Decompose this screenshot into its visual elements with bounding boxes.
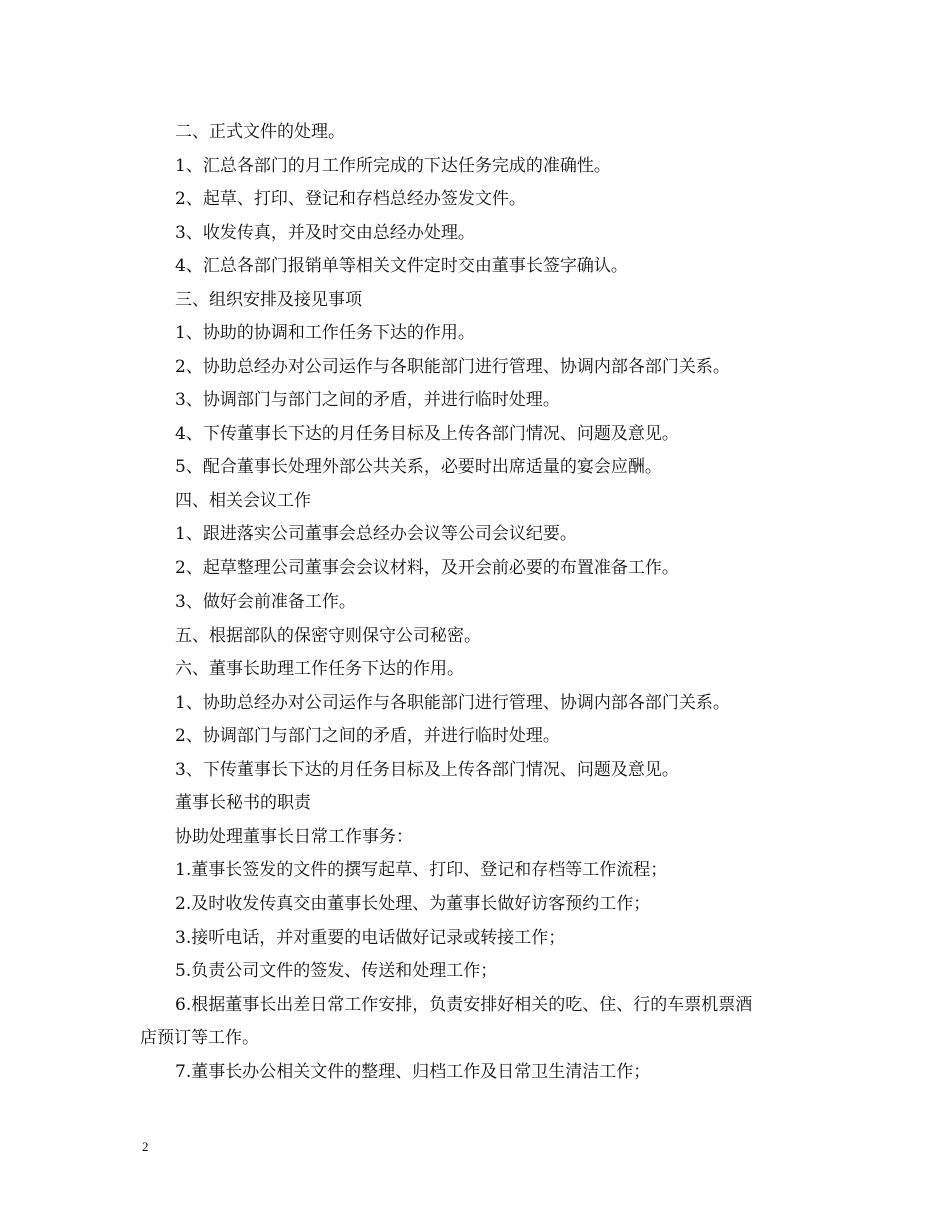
list-item: 1、跟进落实公司董事会总经办会议等公司会议纪要。 <box>175 524 577 544</box>
list-item: 2、起草整理公司董事会会议材料，及开会前必要的布置准备工作。 <box>175 558 679 578</box>
list-item: 3.接听电话，并对重要的电话做好记录或转接工作； <box>175 928 566 948</box>
page-number: 2 <box>142 1139 149 1154</box>
list-item: 2、协助总经办对公司运作与各职能部门进行管理、协调内部各部门关系。 <box>175 357 730 377</box>
list-item: 3、做好会前准备工作。 <box>175 592 356 612</box>
list-item: 5.负责公司文件的签发、传送和处理工作； <box>175 961 498 981</box>
list-item: 4、下传董事长下达的月任务目标及上传各部门情况、问题及意见。 <box>175 424 679 444</box>
list-item: 3、协调部门与部门之间的矛盾，并进行临时处理。 <box>175 390 560 410</box>
list-item: 1、协助总经办对公司运作与各职能部门进行管理、协调内部各部门关系。 <box>175 693 730 713</box>
section-heading-5: 五、根据部队的保密守则保守公司秘密。 <box>175 626 481 646</box>
list-item: 3、收发传真，并及时交由总经办处理。 <box>175 223 475 243</box>
section-heading-6: 六、董事长助理工作任务下达的作用。 <box>175 659 464 679</box>
section-heading-secretary-duties: 董事长秘书的职责 <box>175 793 311 813</box>
list-item: 3、下传董事长下达的月任务目标及上传各部门情况、问题及意见。 <box>175 760 679 780</box>
list-item: 1、协助的协调和工作任务下达的作用。 <box>175 323 475 343</box>
list-item: 1、汇总各部门的月工作所完成的下达任务完成的准确性。 <box>175 156 611 176</box>
list-item: 7.董事长办公相关文件的整理、归档工作及日常卫生清洁工作； <box>175 1062 651 1082</box>
list-item: 2、起草、打印、登记和存档总经办签发文件。 <box>175 189 526 209</box>
list-item: 2.及时收发传真交由董事长处理、为董事长做好访客预约工作； <box>175 894 651 914</box>
list-item: 2、协调部门与部门之间的矛盾，并进行临时处理。 <box>175 726 560 746</box>
list-item-continuation: 店预订等工作。 <box>140 1028 259 1048</box>
list-item: 5、配合董事长处理外部公共关系，必要时出席适量的宴会应酬。 <box>175 457 662 477</box>
list-item: 4、汇总各部门报销单等相关文件定时交由董事长签字确认。 <box>175 256 628 276</box>
list-item: 1.董事长签发的文件的撰写起草、打印、登记和存档等工作流程； <box>175 860 668 880</box>
section-heading-4: 四、相关会议工作 <box>175 491 311 511</box>
list-item: 6.根据董事长出差日常工作安排，负责安排好相关的吃、住、行的车票机票酒 <box>175 995 753 1015</box>
section-heading-3: 三、组织安排及接见事项 <box>175 290 362 310</box>
intro-line: 协助处理董事长日常工作事务： <box>175 827 413 847</box>
section-heading-2: 二、正式文件的处理。 <box>175 122 345 142</box>
